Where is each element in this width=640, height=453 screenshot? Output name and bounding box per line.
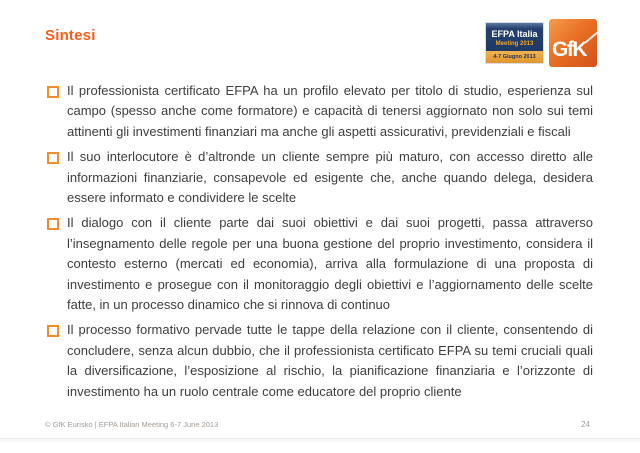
bullet-text: Il professionista certificato EFPA ha un profilo elevato per titolo di studio, esperienza sul campo (spesso anche come formatore) e capacità di tenersi aggiornato non solo sui temi attinenti gli investimenti finanziari ma anche gli aspetti assicurativi, previdenziali e fiscali [67, 83, 593, 139]
gfk-logo [549, 19, 597, 67]
efpa-italia-meeting-logo [486, 23, 543, 63]
bullet-item [47, 213, 593, 315]
footer-credit: © GfK Eurisko | EFPA Italian Meeting 6-7 June 2013 [45, 420, 219, 429]
bullet-square-icon [47, 152, 59, 164]
gfk-logo-text: GfK [552, 38, 586, 61]
bullet-text: Il dialogo con il cliente parte dai suoi obiettivi e dai suoi progetti, passa attraverso l’insegnamento delle regole per una buona gestione del proprio investimento, considera il contesto esterno (mercati ed economia), arriva alla formulazione di una proposta di investimento e prosegue con il monitoraggio degli obiettivi e l’aggiornamento delle scelte fatte, in un processo dinamico che si rinnova di continuo [67, 215, 593, 313]
page-title: Sintesi [45, 27, 96, 44]
bullet-item [47, 81, 593, 142]
bullet-text: Il suo interlocutore è d’altronde un cliente sempre più maturo, con accesso diretto alle informazioni finanziarie, consapevole ed esigente che, anche quando delega, desidera essere informato e condividere le scelte [67, 149, 593, 206]
efpa-logo-title: EFPA Italia [491, 29, 538, 39]
slide-bottom-edge [0, 438, 640, 442]
slide-footer [45, 420, 590, 429]
page-number: 24 [581, 420, 590, 429]
bullet-list [47, 81, 593, 407]
bullet-item [47, 147, 593, 208]
bullet-square-icon [47, 86, 59, 98]
gfk-diagonal-accent-icon [585, 29, 597, 43]
logo-group [486, 19, 597, 67]
bullet-square-icon [47, 218, 59, 230]
efpa-logo-date-band: 4-7 Giugno 2013 [486, 51, 543, 63]
bullet-text: Il processo formativo pervade tutte le tappe della relazione con il cliente, consentendo di concludere, senza alcun dubbio, che il professionista certificato EFPA su temi cruciali quali la diversificazione, l’esposizione al rischio, la pianificazione finanziaria e l’orizzonte di investimento ha un ruolo centrale come educatore del proprio cliente [67, 322, 593, 399]
efpa-logo-subtitle: Meeting 2013 [495, 41, 534, 47]
bullet-square-icon [47, 325, 59, 337]
bullet-item [47, 320, 593, 402]
